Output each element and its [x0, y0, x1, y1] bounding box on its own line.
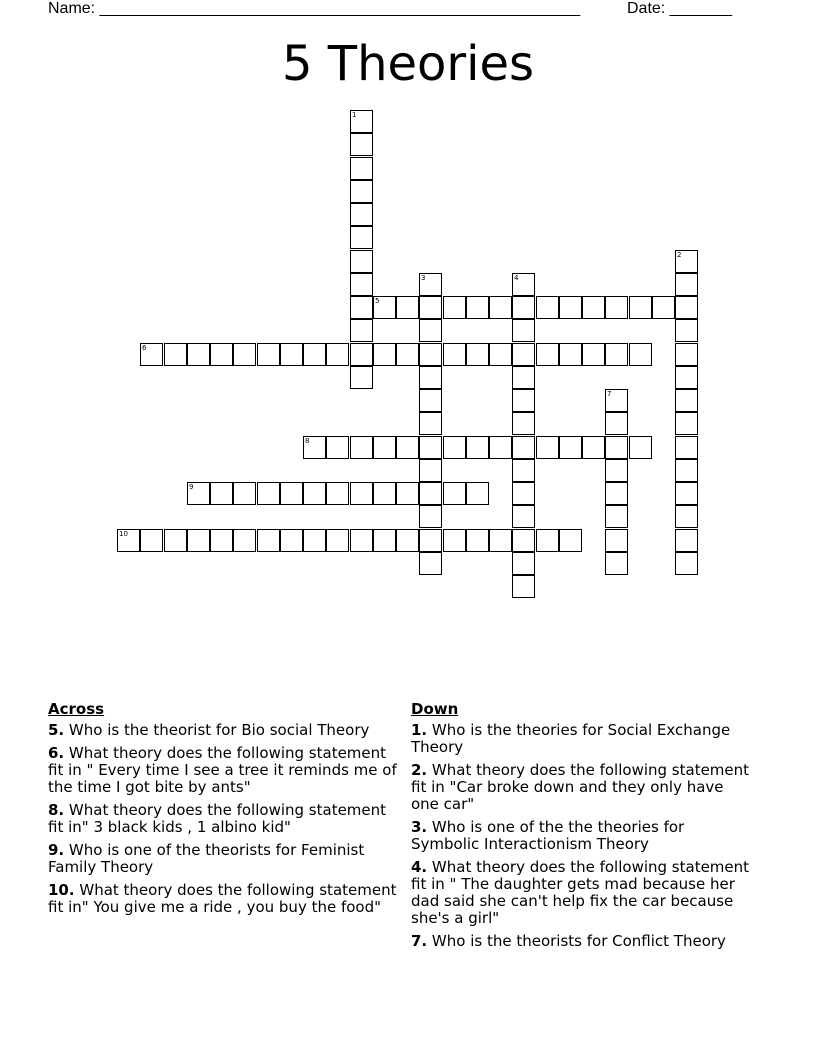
crossword-cell[interactable] — [350, 319, 373, 342]
crossword-cell[interactable] — [140, 529, 163, 552]
crossword-cell[interactable] — [419, 482, 442, 505]
crossword-cell[interactable] — [675, 319, 698, 342]
down-heading: Down — [411, 700, 459, 718]
crossword-cell[interactable] — [605, 343, 628, 366]
clue-item-number: 4. — [411, 858, 428, 876]
crossword-cell[interactable] — [257, 482, 280, 505]
crossword-cell[interactable] — [443, 529, 466, 552]
clue-item — [48, 802, 406, 836]
crossword-cell[interactable] — [605, 529, 628, 552]
crossword-cell[interactable] — [419, 319, 442, 342]
crossword-cell[interactable] — [605, 552, 628, 575]
crossword-cell[interactable] — [419, 552, 442, 575]
crossword-cell[interactable] — [466, 343, 489, 366]
across-heading: Across — [48, 700, 105, 718]
crossword-cell[interactable] — [350, 250, 373, 273]
crossword-cell[interactable] — [489, 343, 512, 366]
crossword-cell[interactable] — [512, 273, 535, 296]
crossword-cell[interactable] — [675, 459, 698, 482]
crossword-cell[interactable] — [512, 343, 535, 366]
crossword-cell[interactable] — [559, 436, 582, 459]
crossword-cell[interactable] — [233, 529, 256, 552]
crossword-cell[interactable] — [373, 296, 396, 319]
crossword-cell[interactable] — [605, 389, 628, 412]
crossword-cell[interactable] — [419, 296, 442, 319]
clue-number: 9 — [189, 483, 194, 491]
crossword-cell[interactable] — [419, 436, 442, 459]
crossword-cell[interactable] — [233, 343, 256, 366]
crossword-cell[interactable] — [605, 459, 628, 482]
crossword-cell[interactable] — [675, 389, 698, 412]
clue-item-number: 10. — [48, 881, 75, 899]
crossword-cell[interactable] — [350, 273, 373, 296]
crossword-cell[interactable] — [559, 343, 582, 366]
crossword-cell[interactable] — [536, 529, 559, 552]
clue-number: 1 — [352, 111, 357, 119]
crossword-cell[interactable] — [373, 482, 396, 505]
crossword-cell[interactable] — [605, 482, 628, 505]
crossword-cell[interactable] — [675, 505, 698, 528]
crossword-cell[interactable] — [582, 343, 605, 366]
crossword-cell[interactable] — [303, 529, 326, 552]
crossword-cell[interactable] — [257, 529, 280, 552]
clue-number: 3 — [421, 274, 426, 282]
crossword-cell[interactable] — [512, 366, 535, 389]
crossword-cell[interactable] — [512, 552, 535, 575]
crossword-cell[interactable] — [605, 505, 628, 528]
crossword-cell[interactable] — [350, 366, 373, 389]
down-clue-list — [411, 722, 756, 950]
crossword-cell[interactable] — [187, 343, 210, 366]
across-clue-list — [48, 722, 406, 916]
crossword-cell[interactable] — [605, 296, 628, 319]
clue-number: 10 — [119, 530, 128, 538]
crossword-cell[interactable] — [164, 529, 187, 552]
clue-number: 2 — [677, 251, 682, 259]
clue-number: 8 — [305, 437, 310, 445]
across-clues — [48, 701, 406, 922]
crossword-cell[interactable] — [512, 319, 535, 342]
crossword-cell[interactable] — [605, 436, 628, 459]
clue-item — [411, 859, 756, 927]
crossword-cell[interactable] — [536, 296, 559, 319]
crossword-cell[interactable] — [466, 436, 489, 459]
crossword-cell[interactable] — [512, 482, 535, 505]
crossword-cell[interactable] — [559, 296, 582, 319]
clue-number: 7 — [607, 390, 612, 398]
clue-item-text: What theory does the following statement fit in " Every time I see a tree it reminds me of the time I got bite by ants" — [48, 744, 397, 796]
crossword-cell[interactable] — [512, 529, 535, 552]
crossword-cell[interactable] — [652, 296, 675, 319]
crossword-cell[interactable] — [419, 505, 442, 528]
clue-item-number: 1. — [411, 721, 428, 739]
clue-item-text: Who is one of the the theories for Symbolic Interactionism Theory — [411, 818, 685, 853]
crossword-cell[interactable] — [350, 110, 373, 133]
clue-item-text: What theory does the following statement fit in" 3 black kids , 1 albino kid" — [48, 801, 387, 836]
crossword-cell[interactable] — [350, 436, 373, 459]
crossword-cell[interactable] — [303, 436, 326, 459]
crossword-cell[interactable] — [675, 552, 698, 575]
clue-number: 4 — [514, 274, 519, 282]
crossword-cell[interactable] — [443, 436, 466, 459]
crossword-cell[interactable] — [350, 133, 373, 156]
crossword-cell[interactable] — [466, 482, 489, 505]
clue-item-number: 8. — [48, 801, 65, 819]
crossword-cell[interactable] — [280, 529, 303, 552]
crossword-cell[interactable] — [605, 412, 628, 435]
crossword-cell[interactable] — [373, 529, 396, 552]
crossword-cell[interactable] — [257, 343, 280, 366]
crossword-cell[interactable] — [233, 482, 256, 505]
crossword-cell[interactable] — [326, 482, 349, 505]
crossword-cell[interactable] — [210, 529, 233, 552]
crossword-cell[interactable] — [326, 436, 349, 459]
clue-item — [411, 722, 756, 756]
clue-item-number: 7. — [411, 932, 428, 950]
crossword-cell[interactable] — [443, 343, 466, 366]
crossword-cell[interactable] — [303, 482, 326, 505]
name-field-label: Name: ______________________________________________________ — [48, 0, 581, 17]
crossword-cell[interactable] — [582, 296, 605, 319]
crossword-cell[interactable] — [512, 296, 535, 319]
crossword-cell[interactable] — [419, 529, 442, 552]
crossword-cell[interactable] — [675, 482, 698, 505]
clue-item — [48, 882, 406, 916]
clue-item — [48, 745, 406, 796]
crossword-cell[interactable] — [512, 436, 535, 459]
clue-number: 5 — [375, 297, 380, 305]
crossword-cell[interactable] — [210, 343, 233, 366]
crossword-cell[interactable] — [512, 505, 535, 528]
crossword-cell[interactable] — [675, 343, 698, 366]
crossword-cell[interactable] — [350, 482, 373, 505]
clue-item-text: Who is the theorist for Bio social Theory — [68, 721, 370, 739]
clue-item-text: Who is the theories for Social Exchange Theory — [411, 721, 731, 756]
crossword-cell[interactable] — [280, 343, 303, 366]
crossword-cell[interactable] — [350, 180, 373, 203]
crossword-cell[interactable] — [629, 343, 652, 366]
clue-item-text: What theory does the following statement fit in "Car broke down and they only have one car" — [411, 761, 750, 813]
down-clues — [411, 701, 756, 956]
clue-item-text: Who is one of the theorists for Feminist Family Theory — [48, 841, 365, 876]
crossword-cell[interactable] — [187, 529, 210, 552]
crossword-cell[interactable] — [675, 412, 698, 435]
crossword-cell[interactable] — [512, 459, 535, 482]
crossword-cell[interactable] — [419, 273, 442, 296]
crossword-cell[interactable] — [675, 250, 698, 273]
crossword-cell[interactable] — [350, 343, 373, 366]
crossword-cell[interactable] — [419, 366, 442, 389]
clue-item-number: 2. — [411, 761, 428, 779]
crossword-cell[interactable] — [512, 389, 535, 412]
crossword-cell[interactable] — [536, 436, 559, 459]
page-title: 5 Theories — [281, 36, 535, 92]
crossword-cell[interactable] — [559, 529, 582, 552]
crossword-cell[interactable] — [117, 529, 140, 552]
crossword-cell[interactable] — [187, 482, 210, 505]
crossword-cell[interactable] — [396, 436, 419, 459]
crossword-cell[interactable] — [164, 343, 187, 366]
crossword-cell[interactable] — [443, 296, 466, 319]
crossword-cell[interactable] — [489, 296, 512, 319]
crossword-cell[interactable] — [419, 412, 442, 435]
crossword-cell[interactable] — [280, 482, 303, 505]
crossword-cell[interactable] — [582, 436, 605, 459]
crossword-cell[interactable] — [536, 343, 559, 366]
crossword-cell[interactable] — [396, 529, 419, 552]
crossword-cell[interactable] — [350, 296, 373, 319]
crossword-cell[interactable] — [512, 412, 535, 435]
clue-item-number: 5. — [48, 721, 65, 739]
crossword-cell[interactable] — [396, 296, 419, 319]
crossword-cell[interactable] — [396, 343, 419, 366]
clue-item — [411, 933, 756, 950]
clue-item-number: 3. — [411, 818, 428, 836]
crossword-cell[interactable] — [419, 459, 442, 482]
crossword-cell[interactable] — [629, 436, 652, 459]
crossword-cell[interactable] — [396, 482, 419, 505]
crossword-cell[interactable] — [443, 482, 466, 505]
crossword-cell[interactable] — [466, 529, 489, 552]
crossword-cell[interactable] — [629, 296, 652, 319]
clue-item — [48, 722, 406, 739]
crossword-cell[interactable] — [326, 529, 349, 552]
crossword-cell[interactable] — [419, 343, 442, 366]
crossword-cell[interactable] — [675, 436, 698, 459]
crossword-cell[interactable] — [350, 157, 373, 180]
clue-item-text: What theory does the following statement fit in" You give me a ride , you buy the food" — [48, 881, 397, 916]
clue-item-number: 9. — [48, 841, 65, 859]
crossword-cell[interactable] — [303, 343, 326, 366]
date-field-label: Date: _______ — [627, 0, 732, 17]
clue-item — [411, 762, 756, 813]
crossword-cell[interactable] — [489, 436, 512, 459]
crossword-cell[interactable] — [350, 226, 373, 249]
crossword-cell[interactable] — [675, 296, 698, 319]
crossword-cell[interactable] — [326, 343, 349, 366]
crossword-cell[interactable] — [373, 436, 396, 459]
crossword-cell[interactable] — [512, 575, 535, 598]
clue-number: 6 — [142, 344, 147, 352]
crossword-cell[interactable] — [373, 343, 396, 366]
crossword-cell[interactable] — [466, 296, 489, 319]
crossword-cell[interactable] — [210, 482, 233, 505]
clue-item-number: 6. — [48, 744, 65, 762]
clue-item-text: What theory does the following statement fit in " The daughter gets mad because her dad said she can't help fix the car because she's a girl" — [411, 858, 750, 927]
crossword-cell[interactable] — [140, 343, 163, 366]
clue-item-text: Who is the theorists for Conflict Theory — [431, 932, 726, 950]
crossword-cell[interactable] — [675, 366, 698, 389]
crossword-cell[interactable] — [675, 529, 698, 552]
clue-item — [411, 819, 756, 853]
crossword-cell[interactable] — [675, 273, 698, 296]
clue-item — [48, 842, 406, 876]
crossword-cell[interactable] — [350, 529, 373, 552]
crossword-cell[interactable] — [419, 389, 442, 412]
crossword-cell[interactable] — [489, 529, 512, 552]
crossword-cell[interactable] — [350, 203, 373, 226]
